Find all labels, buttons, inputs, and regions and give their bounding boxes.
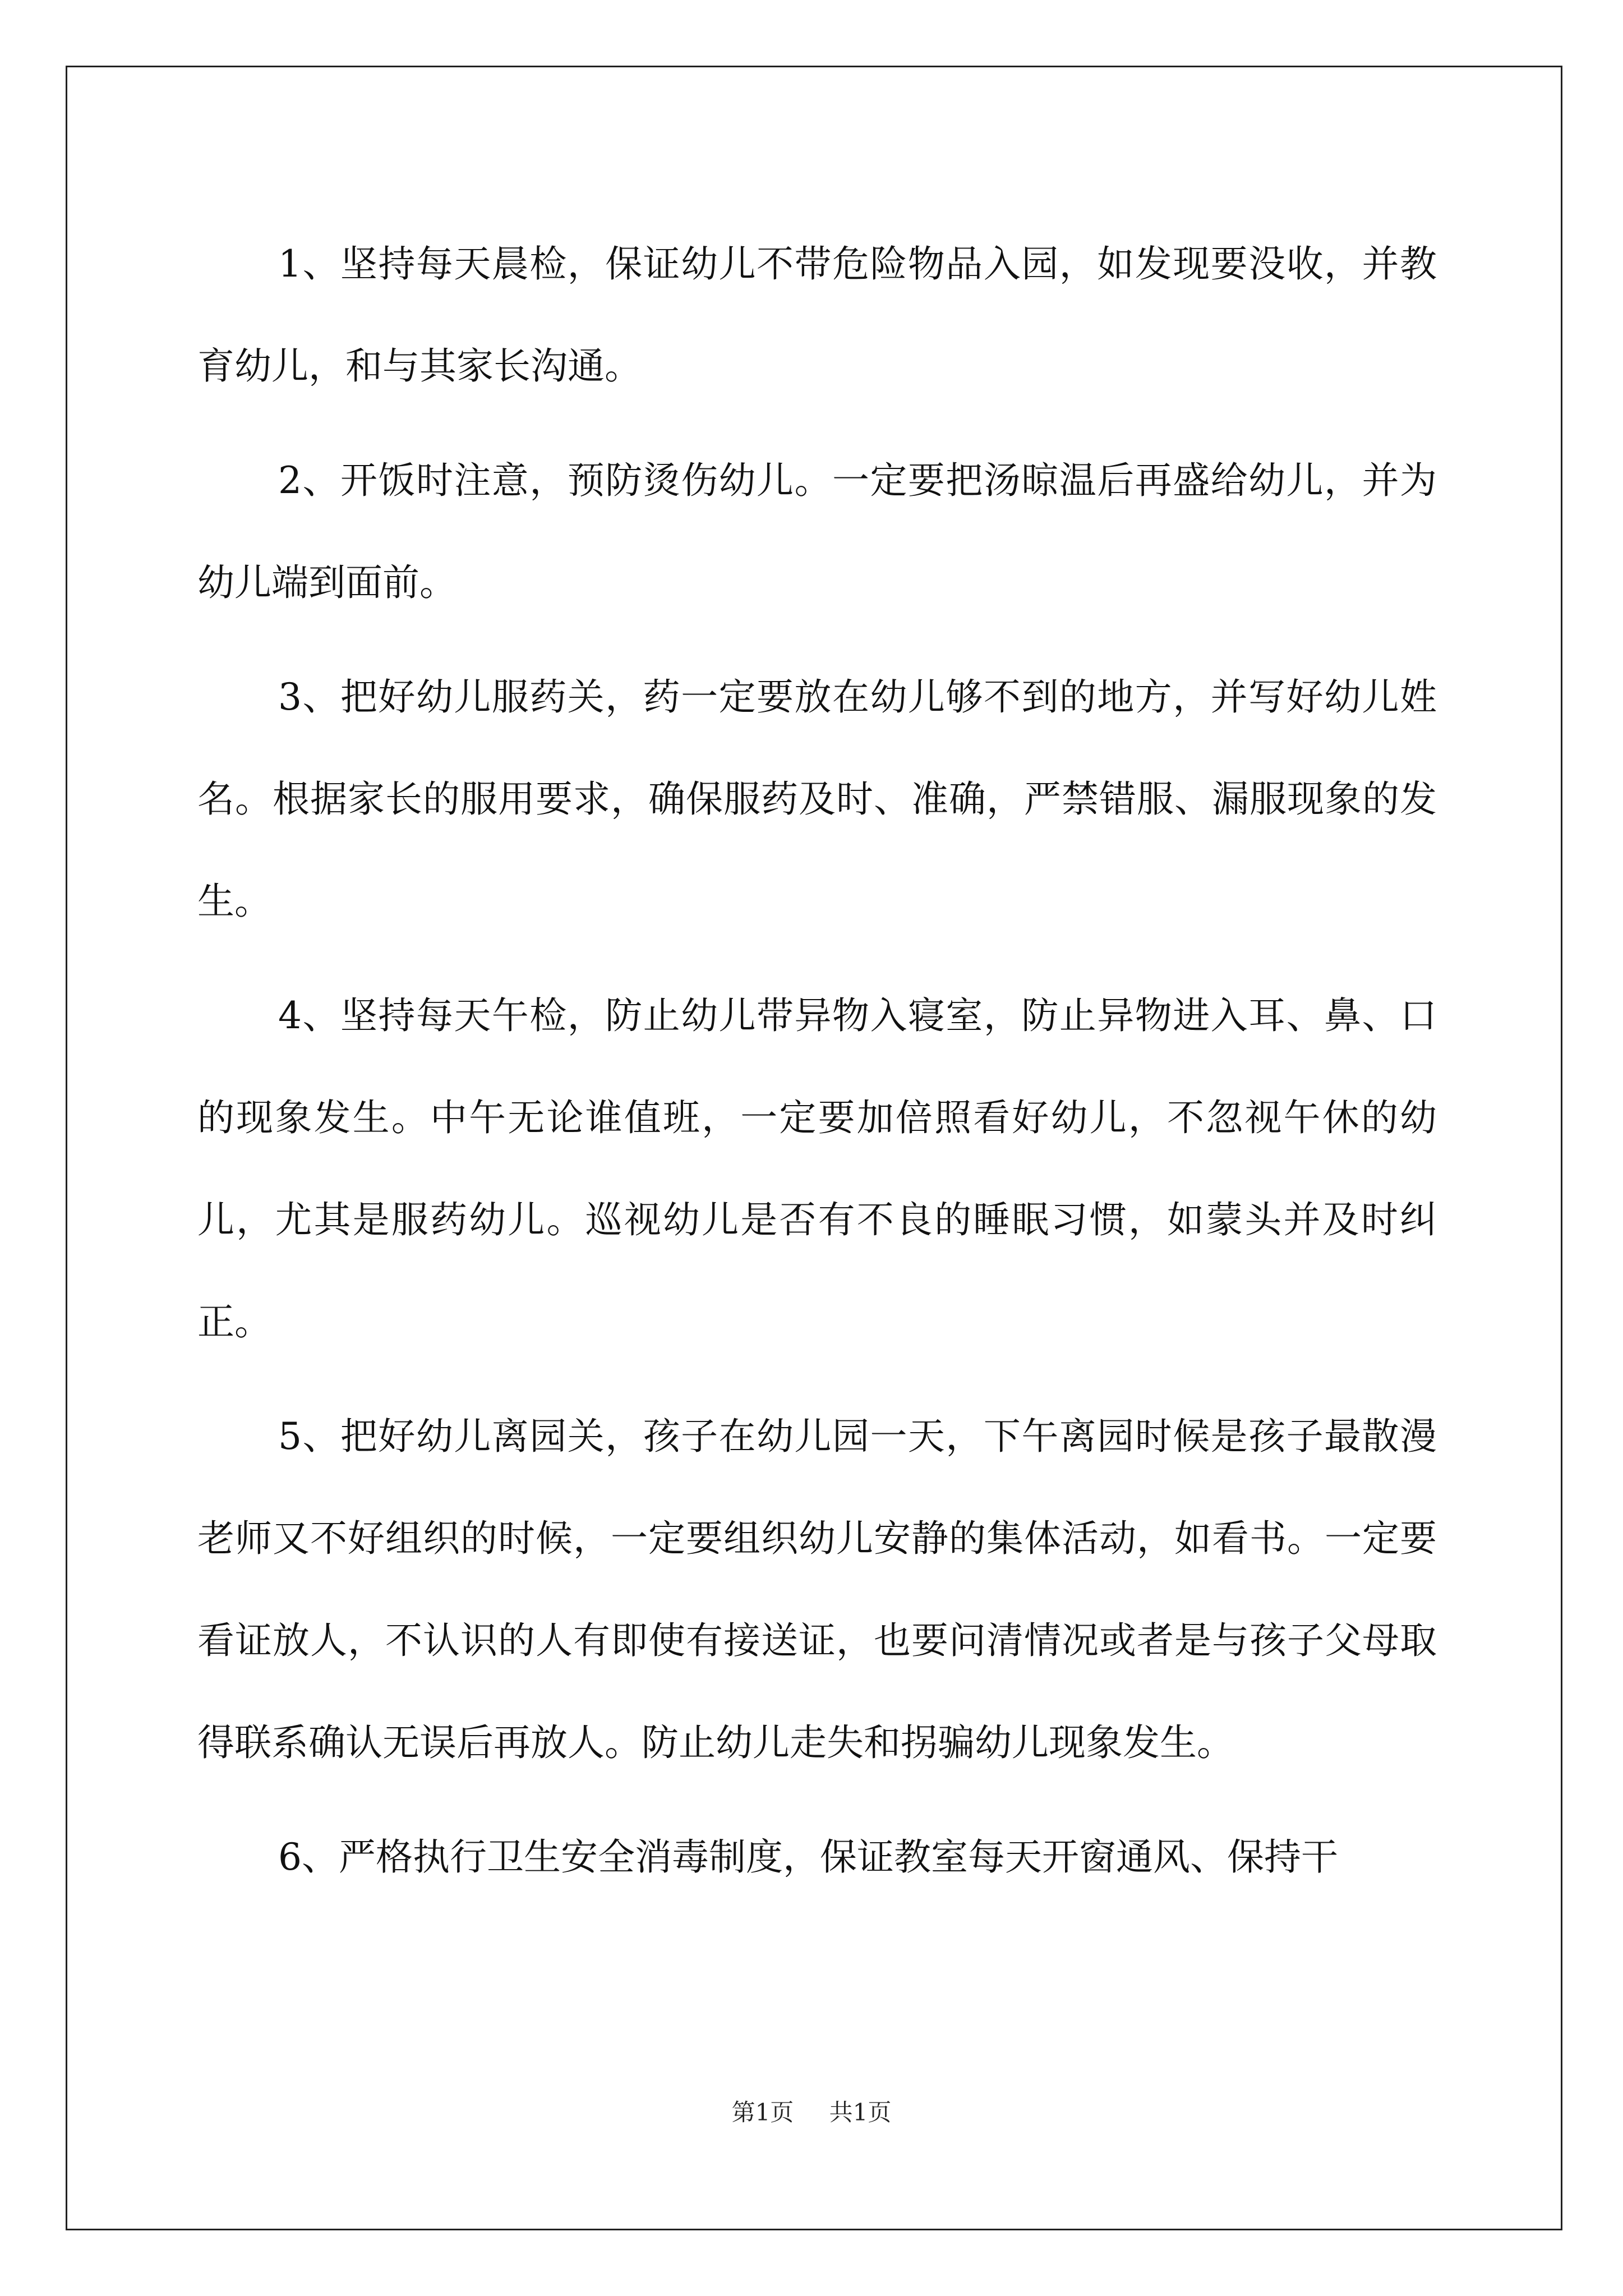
paragraph-4: 4、坚持每天午检，防止幼儿带异物入寝室，防止异物进入耳、鼻、口的现象发生。中午无论谁值班，一定要加倍照看好幼儿，不忽视午休的幼儿，尤其是服药幼儿。巡视幼儿是否有不良的睡眠习惯，如蒙头并及时纠正。 — [197, 994, 1437, 1343]
document-body — [197, 213, 1437, 1921]
paragraph-2: 2、开饭时注意，预防烫伤幼儿。一定要把汤晾温后再盛给幼儿，并为幼儿端到面前。 — [197, 459, 1437, 604]
page-number-current: 第1页 — [731, 2099, 794, 2126]
page-number-total: 共1页 — [829, 2099, 892, 2126]
paragraph-6: 6、严格执行卫生安全消毒制度，保证教室每天开窗通风、保持干 — [278, 1835, 1338, 1879]
paragraph-3: 3、把好幼儿服药关，药一定要放在幼儿够不到的地方，并写好幼儿姓名。根据家长的服用要求，确保服药及时、准确，严禁错服、漏服现象的发生。 — [197, 675, 1437, 923]
page-footer — [0, 2096, 1623, 2129]
paragraph-5: 5、把好幼儿离园关，孩子在幼儿园一天，下午离园时候是孩子最散漫老师又不好组织的时候，一定要组织幼儿安静的集体活动，如看书。一定要看证放人，不认识的人有即使有接送证，也要问清情况或者是与孩子父母取得联系确认无误后再放人。防止幼儿走失和拐骗幼儿现象发生。 — [197, 1415, 1437, 1764]
paragraph-1: 1、坚持每天晨检，保证幼儿不带危险物品入园，如发现要没收，并教育幼儿，和与其家长沟通。 — [197, 242, 1437, 388]
